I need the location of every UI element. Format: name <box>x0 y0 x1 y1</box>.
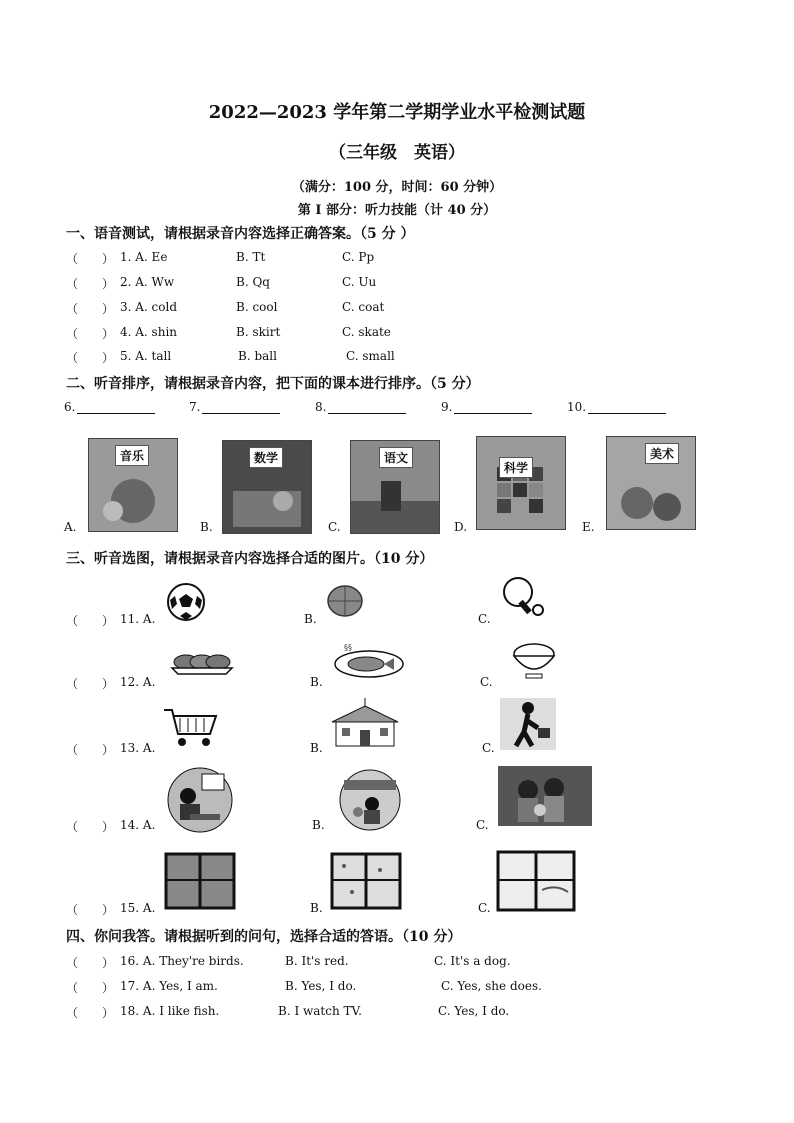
q17-option-b: B. Yes, I do. <box>285 979 357 993</box>
book-e-title: 美术 <box>645 443 679 464</box>
window-snow-icon <box>330 852 402 910</box>
q2-option-a: 2. A. Ww <box>120 275 175 289</box>
q16-option-c: C. It's a dog. <box>434 954 511 968</box>
blank-6-line <box>77 401 155 414</box>
rice-bowl-icon <box>508 638 560 682</box>
q2-option-b: B. Qq <box>236 275 270 289</box>
q18-option-a: 18. A. I like fish. <box>120 1004 220 1018</box>
q18-option-c: C. Yes, I do. <box>438 1004 510 1018</box>
q2-option-c: C. Uu <box>342 275 377 289</box>
blank-7-line <box>202 401 280 414</box>
q5-paren: （ ） <box>66 351 115 365</box>
q13-label: 13. A. <box>120 741 156 755</box>
blank-8[interactable] <box>315 400 406 414</box>
fish-dish-icon <box>332 640 406 680</box>
book-c-label: C. <box>328 520 341 534</box>
q12-b-label: B. <box>310 675 323 689</box>
window-rain-icon <box>164 852 236 910</box>
q15-c-label: C. <box>478 901 491 915</box>
soccer-ball-icon <box>166 582 206 622</box>
q18-option-b: B. I watch TV. <box>278 1004 362 1018</box>
page-subtitle: （三年级 英语） <box>329 143 465 163</box>
book-d-cover <box>476 436 566 530</box>
q3-option-a: 3. A. cold <box>120 300 178 314</box>
blank-9[interactable] <box>441 400 532 414</box>
q4-paren: （ ） <box>66 327 115 341</box>
q1-option-c: C. Pp <box>342 250 375 264</box>
q4-option-c: C. skate <box>342 325 391 339</box>
svg-text:§§: §§ <box>344 643 352 652</box>
section-3-heading: 三、听音选图，请根据录音内容选择合适的图片。（10 分） <box>66 551 434 567</box>
q3-paren: （ ） <box>66 302 115 316</box>
q13-paren: （ ） <box>66 743 115 757</box>
book-a-label: A. <box>64 520 77 534</box>
ping-pong-icon <box>498 574 546 620</box>
basketball-icon <box>326 584 364 618</box>
bread-icon <box>168 648 236 678</box>
q13-b-label: B. <box>310 741 323 755</box>
book-c-cover <box>350 440 440 534</box>
blank-6-label: 6. <box>64 400 76 414</box>
blank-8-line <box>328 401 406 414</box>
page-title: 2022—2023 学年第二学期学业水平检测试题 <box>208 102 586 123</box>
book-e-cover <box>606 436 696 530</box>
section-1-heading: 一、语音测试，请根据录音内容选择正确答案。（5 分 ） <box>66 226 415 242</box>
book-d-label: D. <box>454 520 468 534</box>
book-e-label: E. <box>582 520 595 534</box>
q18-paren: （ ） <box>66 1006 115 1020</box>
section-2-heading: 二、听音排序，请根据录音内容，把下面的课本进行排序。（5 分） <box>66 376 480 392</box>
blank-9-label: 9. <box>441 400 453 414</box>
q12-c-label: C. <box>480 675 493 689</box>
child-studying-icon <box>166 766 234 834</box>
q1-option-a: 1. A. Ee <box>120 250 168 264</box>
q3-option-c: C. coat <box>342 300 385 314</box>
q14-c-label: C. <box>476 818 489 832</box>
blank-9-line <box>454 401 532 414</box>
blank-10-label: 10. <box>567 400 587 414</box>
q17-option-a: 17. A. Yes, I am. <box>120 979 218 993</box>
q4-option-a: 4. A. shin <box>120 325 178 339</box>
q11-b-label: B. <box>304 612 317 626</box>
q12-paren: （ ） <box>66 677 115 691</box>
q5-option-a: 5. A. tall <box>120 349 172 363</box>
q2-paren: （ ） <box>66 277 115 291</box>
blank-10-line <box>588 401 666 414</box>
q1-option-b: B. Tt <box>236 250 266 264</box>
child-outside-icon <box>338 768 402 832</box>
blank-7[interactable] <box>189 400 280 414</box>
q11-c-label: C. <box>478 612 491 626</box>
q14-paren: （ ） <box>66 820 115 834</box>
family-photo-icon <box>498 766 592 826</box>
school-building-icon <box>330 698 400 750</box>
q3-option-b: B. cool <box>236 300 278 314</box>
q5-option-c: C. small <box>346 349 395 363</box>
section-4-heading: 四、你问我答。请根据听到的问句，选择合适的答语。（10 分） <box>66 929 462 945</box>
walking-person-icon <box>500 698 556 750</box>
book-b-label: B. <box>200 520 213 534</box>
q16-option-a: 16. A. They're birds. <box>120 954 244 968</box>
q17-paren: （ ） <box>66 981 115 995</box>
blank-8-label: 8. <box>315 400 327 414</box>
q11-label: 11. A. <box>120 612 156 626</box>
q1-paren: （ ） <box>66 252 115 266</box>
book-b-title: 数学 <box>249 447 283 468</box>
book-b-cover <box>222 440 312 534</box>
q14-b-label: B. <box>312 818 325 832</box>
q12-label: 12. A. <box>120 675 156 689</box>
part-heading: 第 I 部分：听力技能（计 40 分） <box>297 203 497 218</box>
book-c-title: 语文 <box>379 447 413 468</box>
q16-option-b: B. It's red. <box>285 954 349 968</box>
q11-paren: （ ） <box>66 614 115 628</box>
window-wind-icon <box>496 850 576 912</box>
q17-option-c: C. Yes, she does. <box>441 979 542 993</box>
book-a-cover <box>88 438 178 532</box>
q15-paren: （ ） <box>66 903 115 917</box>
blank-6[interactable] <box>64 400 155 414</box>
q15-label: 15. A. <box>120 901 156 915</box>
science-book-icon <box>477 437 565 529</box>
blank-10[interactable] <box>567 400 666 414</box>
q15-b-label: B. <box>310 901 323 915</box>
q16-paren: （ ） <box>66 956 115 970</box>
book-a-title: 音乐 <box>115 445 149 466</box>
q14-label: 14. A. <box>120 818 156 832</box>
blank-7-label: 7. <box>189 400 201 414</box>
q5-option-b: B. ball <box>238 349 277 363</box>
book-d-title: 科学 <box>499 457 533 478</box>
score-info: （满分：100 分，时间：60 分钟） <box>291 180 503 195</box>
q4-option-b: B. skirt <box>236 325 281 339</box>
q13-c-label: C. <box>482 741 495 755</box>
shopping-cart-icon <box>160 704 222 750</box>
